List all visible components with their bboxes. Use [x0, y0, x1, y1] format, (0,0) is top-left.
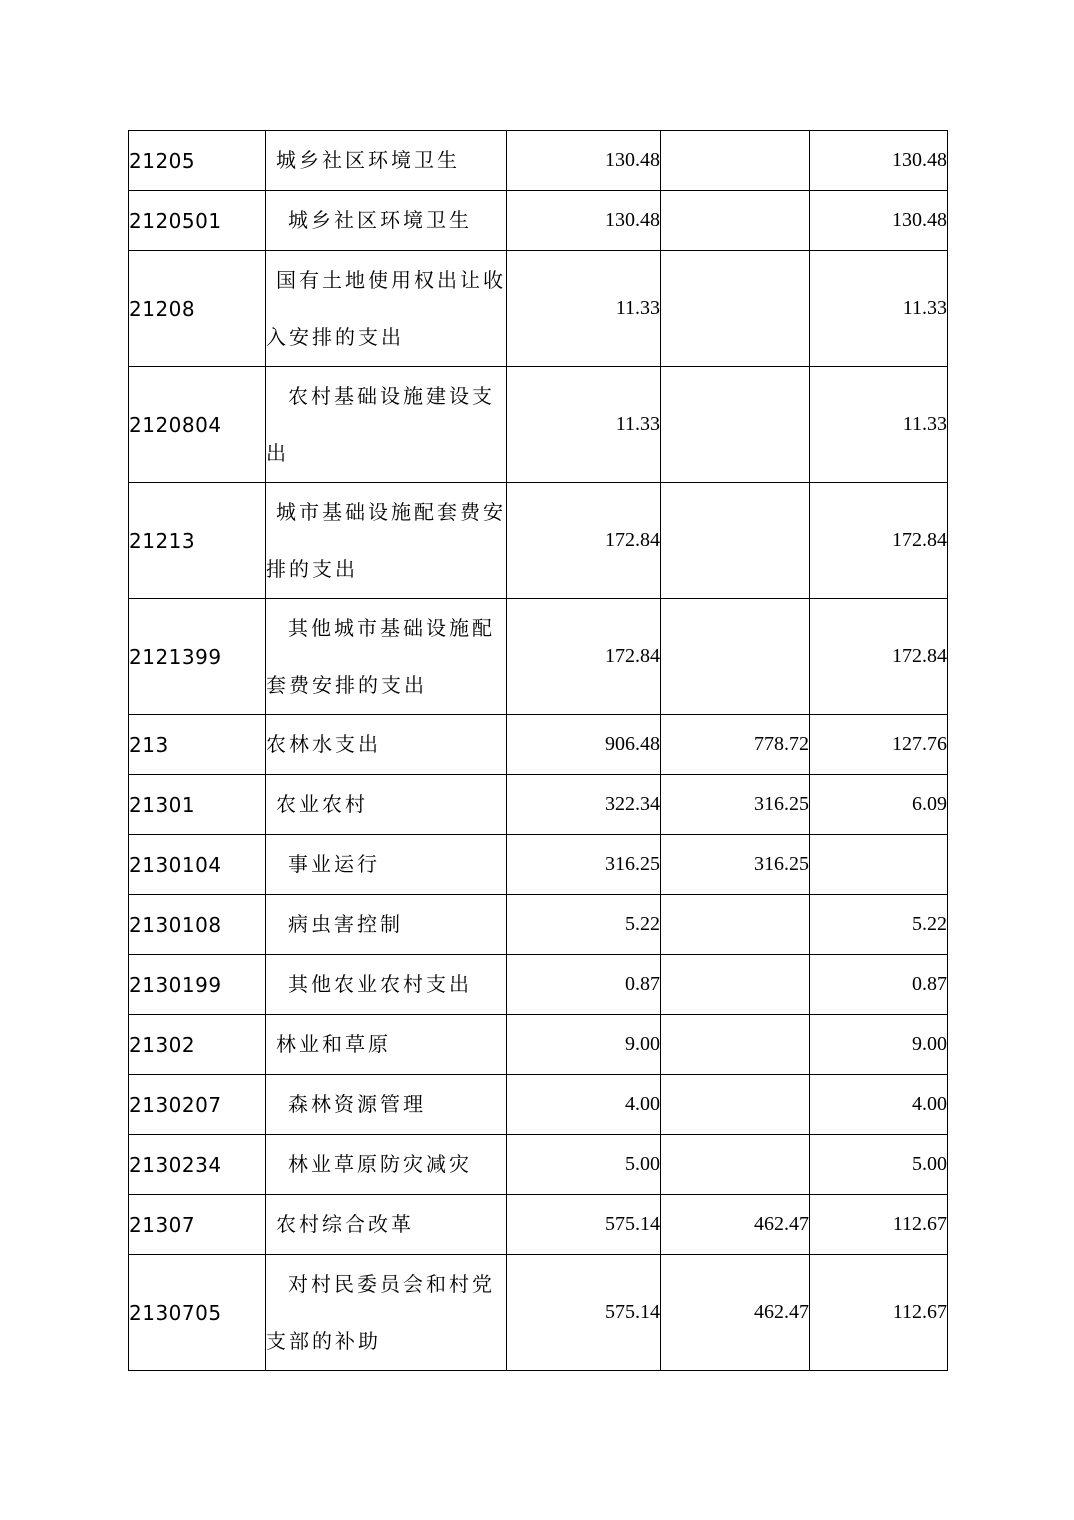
subject-name: 林业和草原 — [266, 1015, 507, 1075]
project-amount: 127.76 — [810, 715, 948, 775]
total-amount: 0.87 — [507, 955, 661, 1015]
table-row — [129, 955, 948, 1015]
total-amount: 172.84 — [507, 483, 661, 599]
subject-name: 农村基础设施建设支出 — [266, 367, 507, 483]
subject-code: 2130199 — [129, 955, 266, 1015]
subject-code: 2130705 — [129, 1255, 266, 1371]
subject-code: 21301 — [129, 775, 266, 835]
total-amount: 9.00 — [507, 1015, 661, 1075]
subject-code: 2130108 — [129, 895, 266, 955]
total-amount: 575.14 — [507, 1255, 661, 1371]
subject-name: 事业运行 — [266, 835, 507, 895]
subject-code: 2130104 — [129, 835, 266, 895]
total-amount: 130.48 — [507, 191, 661, 251]
table-row — [129, 1255, 948, 1371]
total-amount: 316.25 — [507, 835, 661, 895]
budget-table — [128, 130, 948, 1371]
project-amount: 4.00 — [810, 1075, 948, 1135]
subject-code: 21307 — [129, 1195, 266, 1255]
total-amount: 4.00 — [507, 1075, 661, 1135]
table-row — [129, 1135, 948, 1195]
total-amount: 322.34 — [507, 775, 661, 835]
table-row — [129, 1195, 948, 1255]
project-amount: 5.00 — [810, 1135, 948, 1195]
subject-code: 2130234 — [129, 1135, 266, 1195]
subject-name: 农林水支出 — [266, 715, 507, 775]
basic-amount — [661, 1135, 810, 1195]
basic-amount: 462.47 — [661, 1195, 810, 1255]
project-amount: 112.67 — [810, 1255, 948, 1371]
subject-code: 213 — [129, 715, 266, 775]
basic-amount: 778.72 — [661, 715, 810, 775]
subject-name: 城市基础设施配套费安排的支出 — [266, 483, 507, 599]
basic-amount — [661, 483, 810, 599]
table-row — [129, 1075, 948, 1135]
basic-amount: 316.25 — [661, 835, 810, 895]
subject-name: 农业农村 — [266, 775, 507, 835]
total-amount: 172.84 — [507, 599, 661, 715]
basic-amount — [661, 1075, 810, 1135]
table-row — [129, 367, 948, 483]
subject-code: 21213 — [129, 483, 266, 599]
total-amount: 11.33 — [507, 367, 661, 483]
subject-name: 其他城市基础设施配套费安排的支出 — [266, 599, 507, 715]
total-amount: 5.22 — [507, 895, 661, 955]
table-row — [129, 483, 948, 599]
total-amount: 906.48 — [507, 715, 661, 775]
table-row — [129, 775, 948, 835]
project-amount: 11.33 — [810, 251, 948, 367]
basic-amount — [661, 251, 810, 367]
basic-amount — [661, 599, 810, 715]
project-amount: 11.33 — [810, 367, 948, 483]
project-amount: 5.22 — [810, 895, 948, 955]
subject-name: 国有土地使用权出让收入安排的支出 — [266, 251, 507, 367]
subject-name: 林业草原防灾减灾 — [266, 1135, 507, 1195]
total-amount: 11.33 — [507, 251, 661, 367]
total-amount: 575.14 — [507, 1195, 661, 1255]
total-amount: 130.48 — [507, 131, 661, 191]
table-row — [129, 191, 948, 251]
subject-code: 2120804 — [129, 367, 266, 483]
subject-name: 病虫害控制 — [266, 895, 507, 955]
basic-amount: 462.47 — [661, 1255, 810, 1371]
subject-code: 21208 — [129, 251, 266, 367]
budget-table-body — [129, 131, 948, 1371]
subject-code: 2120501 — [129, 191, 266, 251]
table-row — [129, 599, 948, 715]
subject-name: 对村民委员会和村党支部的补助 — [266, 1255, 507, 1371]
subject-name: 城乡社区环境卫生 — [266, 191, 507, 251]
table-row — [129, 715, 948, 775]
project-amount: 172.84 — [810, 599, 948, 715]
basic-amount — [661, 191, 810, 251]
subject-name: 农村综合改革 — [266, 1195, 507, 1255]
table-row — [129, 131, 948, 191]
subject-code: 21205 — [129, 131, 266, 191]
subject-name: 森林资源管理 — [266, 1075, 507, 1135]
table-row — [129, 835, 948, 895]
project-amount: 172.84 — [810, 483, 948, 599]
subject-code: 2130207 — [129, 1075, 266, 1135]
table-row — [129, 895, 948, 955]
basic-amount — [661, 367, 810, 483]
basic-amount — [661, 131, 810, 191]
basic-amount — [661, 1015, 810, 1075]
subject-code: 21302 — [129, 1015, 266, 1075]
project-amount: 6.09 — [810, 775, 948, 835]
basic-amount: 316.25 — [661, 775, 810, 835]
project-amount: 112.67 — [810, 1195, 948, 1255]
subject-name: 城乡社区环境卫生 — [266, 131, 507, 191]
subject-name: 其他农业农村支出 — [266, 955, 507, 1015]
basic-amount — [661, 895, 810, 955]
project-amount: 130.48 — [810, 191, 948, 251]
basic-amount — [661, 955, 810, 1015]
project-amount: 130.48 — [810, 131, 948, 191]
project-amount: 0.87 — [810, 955, 948, 1015]
table-row — [129, 1015, 948, 1075]
subject-code: 2121399 — [129, 599, 266, 715]
project-amount: 9.00 — [810, 1015, 948, 1075]
total-amount: 5.00 — [507, 1135, 661, 1195]
table-row — [129, 251, 948, 367]
project-amount — [810, 835, 948, 895]
